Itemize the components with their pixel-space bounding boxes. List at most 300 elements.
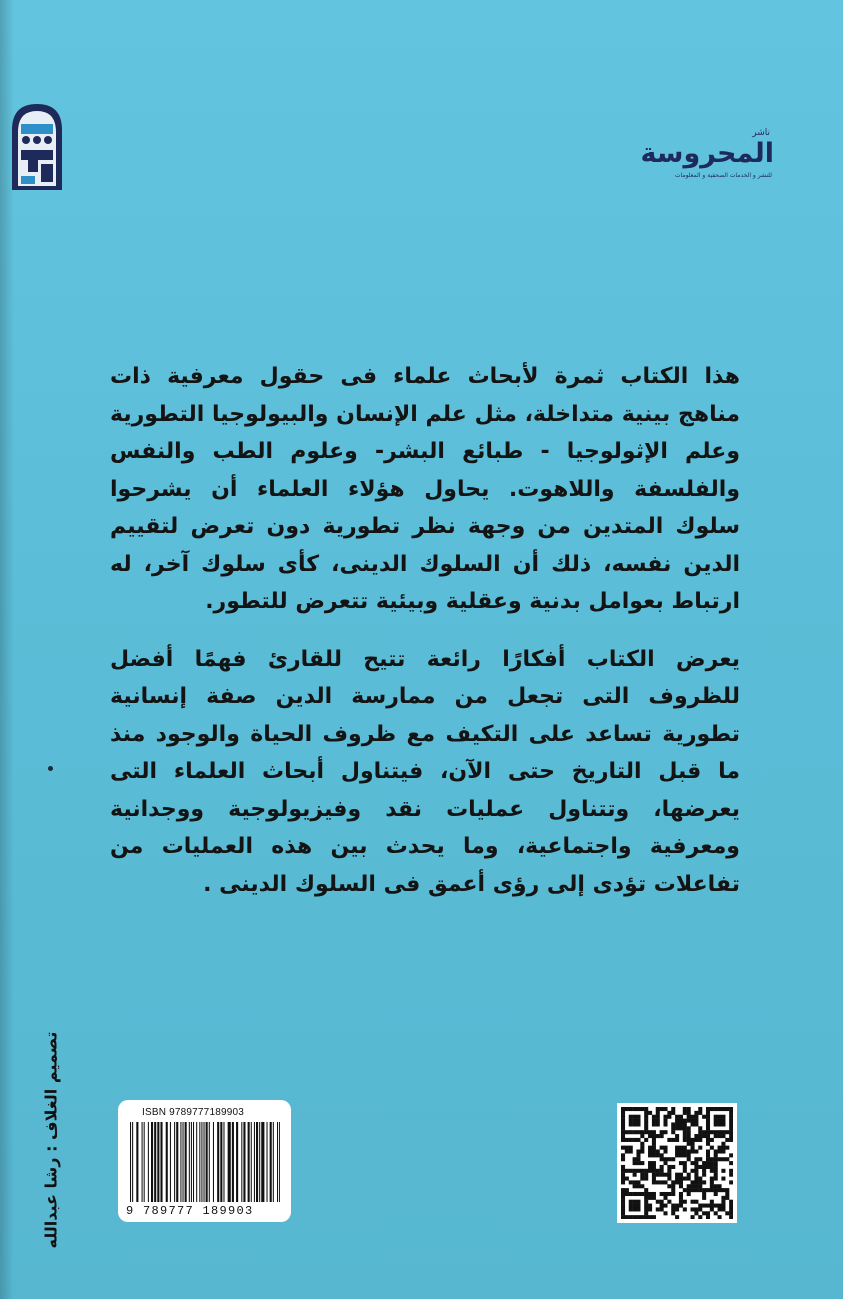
qr-module <box>656 1200 660 1204</box>
qr-module <box>675 1149 679 1153</box>
qr-module <box>671 1126 675 1130</box>
qr-module <box>694 1169 698 1173</box>
qr-module <box>671 1184 675 1188</box>
qr-module <box>729 1134 733 1138</box>
qr-module <box>660 1192 664 1196</box>
qr-module <box>675 1122 679 1126</box>
qr-module <box>663 1149 667 1153</box>
qr-module <box>633 1192 637 1196</box>
qr-module <box>683 1169 687 1173</box>
qr-module <box>721 1204 725 1208</box>
qr-module <box>629 1192 633 1196</box>
qr-module <box>714 1122 718 1126</box>
qr-module <box>640 1146 644 1150</box>
qr-module <box>629 1207 633 1211</box>
qr-module <box>721 1177 725 1181</box>
barcode-bar <box>243 1122 245 1202</box>
qr-module <box>644 1107 648 1111</box>
speck-dot <box>48 766 53 771</box>
qr-module <box>702 1211 706 1215</box>
qr-module <box>683 1111 687 1115</box>
qr-module <box>721 1107 725 1111</box>
qr-module <box>718 1122 722 1126</box>
qr-module <box>636 1157 640 1161</box>
qr-module <box>714 1134 718 1138</box>
barcode-bar <box>220 1122 222 1202</box>
qr-module <box>721 1119 725 1123</box>
qr-module <box>644 1111 648 1115</box>
qr-module <box>629 1204 633 1208</box>
qr-module <box>656 1115 660 1119</box>
qr-module <box>714 1149 718 1153</box>
barcode-bar <box>170 1122 171 1202</box>
qr-module <box>718 1107 722 1111</box>
series-logo-icon <box>8 100 66 192</box>
qr-module <box>687 1153 691 1157</box>
qr-module <box>718 1130 722 1134</box>
qr-module <box>725 1196 729 1200</box>
qr-module <box>694 1134 698 1138</box>
qr-module <box>718 1207 722 1211</box>
qr-module <box>687 1126 691 1130</box>
qr-module <box>625 1188 629 1192</box>
qr-module <box>621 1138 625 1142</box>
barcode-bar <box>136 1122 138 1202</box>
qr-module <box>636 1207 640 1211</box>
qr-module <box>663 1146 667 1150</box>
qr-module <box>621 1153 625 1157</box>
qr-module <box>648 1192 652 1196</box>
barcode-bar <box>174 1122 175 1202</box>
qr-module <box>683 1207 687 1211</box>
qr-module <box>679 1184 683 1188</box>
qr-module <box>652 1119 656 1123</box>
qr-module <box>702 1115 706 1119</box>
qr-module <box>675 1215 679 1219</box>
qr-module <box>694 1157 698 1161</box>
qr-module <box>729 1115 733 1119</box>
qr-module <box>675 1119 679 1123</box>
qr-module <box>702 1134 706 1138</box>
qr-module <box>721 1146 725 1150</box>
qr-module <box>633 1130 637 1134</box>
qr-module <box>660 1165 664 1169</box>
qr-module <box>644 1138 648 1142</box>
qr-module <box>679 1180 683 1184</box>
qr-module <box>636 1161 640 1165</box>
qr-module <box>698 1146 702 1150</box>
qr-module <box>710 1207 714 1211</box>
qr-module <box>667 1169 671 1173</box>
qr-module <box>702 1169 706 1173</box>
qr-module <box>687 1177 691 1181</box>
qr-module <box>663 1192 667 1196</box>
qr-module <box>621 1204 625 1208</box>
qr-module <box>698 1138 702 1142</box>
qr-module <box>679 1153 683 1157</box>
qr-module <box>636 1138 640 1142</box>
qr-module <box>718 1157 722 1161</box>
qr-module <box>621 1126 625 1130</box>
qr-module <box>652 1115 656 1119</box>
barcode-bar <box>166 1122 168 1202</box>
qr-module <box>694 1200 698 1204</box>
blurb <box>110 358 740 903</box>
qr-module <box>698 1126 702 1130</box>
qr-module <box>671 1107 675 1111</box>
qr-module <box>687 1157 691 1161</box>
qr-module <box>729 1215 733 1219</box>
qr-module <box>652 1153 656 1157</box>
qr-module <box>660 1169 664 1173</box>
qr-module <box>706 1149 710 1153</box>
qr-module <box>698 1215 702 1219</box>
qr-module <box>636 1119 640 1123</box>
qr-module <box>644 1177 648 1181</box>
cover-design-credit <box>35 1031 67 1249</box>
qr-module <box>636 1204 640 1208</box>
qr-module <box>636 1153 640 1157</box>
barcode-bar <box>142 1122 143 1202</box>
qr-module <box>721 1134 725 1138</box>
qr-module <box>621 1130 625 1134</box>
qr-module <box>663 1157 667 1161</box>
qr-module <box>706 1130 710 1134</box>
qr-module <box>683 1122 687 1126</box>
qr-module <box>663 1161 667 1165</box>
qr-module <box>671 1111 675 1115</box>
qr-module <box>633 1207 637 1211</box>
qr-module <box>675 1138 679 1142</box>
qr-module <box>694 1122 698 1126</box>
qr-module <box>721 1200 725 1204</box>
qr-module <box>667 1192 671 1196</box>
qr-module <box>729 1111 733 1115</box>
qr-module <box>652 1215 656 1219</box>
qr-module <box>636 1200 640 1204</box>
qr-module <box>714 1177 718 1181</box>
qr-module <box>714 1211 718 1215</box>
qr-module <box>663 1180 667 1184</box>
qr-module <box>691 1119 695 1123</box>
barcode-bar <box>160 1122 162 1202</box>
qr-module <box>656 1180 660 1184</box>
qr-module <box>679 1192 683 1196</box>
qr-module <box>621 1192 625 1196</box>
qr-module <box>652 1146 656 1150</box>
qr-module <box>679 1149 683 1153</box>
barcode-bar <box>185 1122 187 1202</box>
qr-module <box>644 1126 648 1130</box>
qr-module <box>663 1173 667 1177</box>
qr-module <box>621 1157 625 1161</box>
qr-module <box>683 1200 687 1204</box>
qr-module <box>721 1207 725 1211</box>
qr-module <box>694 1138 698 1142</box>
qr-module <box>625 1149 629 1153</box>
qr-module <box>652 1142 656 1146</box>
qr-module <box>652 1192 656 1196</box>
qr-module <box>710 1130 714 1134</box>
barcode-bar <box>201 1122 202 1202</box>
qr-module <box>729 1180 733 1184</box>
qr-module <box>729 1204 733 1208</box>
qr-module <box>725 1211 729 1215</box>
qr-module <box>721 1196 725 1200</box>
qr-module <box>667 1138 671 1142</box>
qr-module <box>621 1165 625 1169</box>
qr-module <box>640 1169 644 1173</box>
qr-module <box>718 1134 722 1138</box>
barcode-bar <box>144 1122 145 1202</box>
qr-module <box>702 1165 706 1169</box>
barcode-bar <box>277 1122 278 1202</box>
qr-module <box>633 1215 637 1219</box>
qr-module <box>706 1142 710 1146</box>
blurb-paragraph-1: هذا الكتاب ثمرة لأبحاث علماء فى حقول معرفية ذات مناهج بينية متداخلة، مثل علم الإنسان والبيولوجيا التطورية وعلم الإثولوجيا - طبائع البشر- وعلوم الطب والنفس والفلسفة واللاهوت. يحاول هؤلاء العلماء أن يشرحوا سلوك المتدين من وجهة نظر تطورية دون تعرض لتقييم الدين نفسه، ذلك أن السلوك الدينى، كأى سلوك آخر، له ارتباط بعوامل بدنية وعقلية وبيئية تتعرض للتطور. <box>110 364 740 614</box>
qr-module <box>706 1122 710 1126</box>
qr-module <box>667 1173 671 1177</box>
qr-module <box>629 1149 633 1153</box>
qr-module <box>656 1119 660 1123</box>
qr-module <box>663 1107 667 1111</box>
qr-module <box>621 1188 625 1192</box>
qr-module <box>714 1119 718 1123</box>
qr-module <box>644 1119 648 1123</box>
qr-module <box>656 1173 660 1177</box>
qr-module <box>652 1138 656 1142</box>
qr-module <box>633 1204 637 1208</box>
qr-module <box>671 1192 675 1196</box>
qr-module <box>671 1122 675 1126</box>
publisher-small-label: ناشر <box>752 128 770 138</box>
qr-module <box>648 1169 652 1173</box>
qr-module <box>691 1169 695 1173</box>
qr-module <box>625 1107 629 1111</box>
qr-module <box>702 1130 706 1134</box>
qr-module <box>671 1211 675 1215</box>
qr-module <box>625 1177 629 1181</box>
barcode-bar <box>154 1122 156 1202</box>
qr-module <box>710 1165 714 1169</box>
qr-module <box>698 1180 702 1184</box>
qr-module <box>706 1161 710 1165</box>
qr-module <box>725 1130 729 1134</box>
qr-module <box>725 1157 729 1161</box>
qr-module <box>644 1130 648 1134</box>
qr-module <box>640 1149 644 1153</box>
qr-module <box>663 1211 667 1215</box>
qr-module <box>640 1130 644 1134</box>
qr-module <box>644 1215 648 1219</box>
barcode-bar <box>151 1122 153 1202</box>
qr-module <box>671 1207 675 1211</box>
qr-module <box>629 1146 633 1150</box>
qr-module <box>636 1149 640 1153</box>
qr-module <box>625 1138 629 1142</box>
qr-module <box>698 1111 702 1115</box>
qr-module <box>636 1180 640 1184</box>
qr-module <box>706 1119 710 1123</box>
qr-module <box>706 1115 710 1119</box>
qr-module <box>687 1115 691 1119</box>
qr-module <box>691 1200 695 1204</box>
qr-module <box>640 1142 644 1146</box>
qr-module <box>633 1122 637 1126</box>
qr-module <box>621 1207 625 1211</box>
qr-module <box>687 1149 691 1153</box>
qr-module <box>698 1207 702 1211</box>
qr-module <box>652 1169 656 1173</box>
qr-module <box>652 1161 656 1165</box>
qr-module <box>679 1161 683 1165</box>
qr-module <box>694 1180 698 1184</box>
barcode-bar <box>261 1122 264 1202</box>
qr-module <box>660 1130 664 1134</box>
qr-module <box>721 1169 725 1173</box>
qr-module <box>621 1196 625 1200</box>
qr-module <box>710 1200 714 1204</box>
qr-module <box>718 1146 722 1150</box>
qr-module <box>683 1188 687 1192</box>
qr-module <box>629 1107 633 1111</box>
qr-module <box>644 1173 648 1177</box>
qr-module <box>698 1177 702 1181</box>
qr-module <box>667 1157 671 1161</box>
qr-module <box>621 1119 625 1123</box>
qr-module <box>729 1122 733 1126</box>
qr-module <box>629 1130 633 1134</box>
qr-module <box>698 1204 702 1208</box>
qr-module <box>636 1192 640 1196</box>
barcode-bar <box>223 1122 224 1202</box>
qr-module <box>710 1184 714 1188</box>
qr-module <box>660 1204 664 1208</box>
qr-module <box>629 1215 633 1219</box>
qr-module <box>706 1153 710 1157</box>
qr-module <box>671 1188 675 1192</box>
barcode-bar <box>199 1122 200 1202</box>
qr-module <box>644 1115 648 1119</box>
barcode-bar <box>206 1122 208 1202</box>
barcode-bar <box>236 1122 238 1202</box>
qr-module <box>729 1161 733 1165</box>
qr-module <box>663 1115 667 1119</box>
qr-module <box>706 1138 710 1142</box>
qr-module <box>648 1204 652 1208</box>
barcode-bar <box>196 1122 197 1202</box>
qr-module <box>671 1204 675 1208</box>
qr-module <box>691 1115 695 1119</box>
qr-module <box>702 1188 706 1192</box>
qr-module <box>714 1161 718 1165</box>
qr-module <box>648 1146 652 1150</box>
qr-module <box>660 1146 664 1150</box>
qr-module <box>718 1204 722 1208</box>
qr-module <box>714 1204 718 1208</box>
qr-module <box>691 1142 695 1146</box>
qr-module <box>710 1180 714 1184</box>
qr-module <box>621 1122 625 1126</box>
qr-module <box>691 1149 695 1153</box>
qr-module <box>656 1111 660 1115</box>
qr-module <box>721 1122 725 1126</box>
qr-module <box>714 1107 718 1111</box>
qr-module <box>729 1153 733 1157</box>
qr-module <box>691 1184 695 1188</box>
qr-module <box>660 1173 664 1177</box>
qr-module <box>706 1126 710 1130</box>
qr-module <box>683 1126 687 1130</box>
qr-module <box>656 1107 660 1111</box>
qr-code-pattern <box>621 1107 733 1219</box>
qr-module <box>671 1138 675 1142</box>
barcode-bar <box>180 1122 181 1202</box>
qr-module <box>660 1157 664 1161</box>
qr-module <box>702 1180 706 1184</box>
qr-module <box>652 1149 656 1153</box>
qr-module <box>675 1134 679 1138</box>
spine-shadow <box>0 0 14 1299</box>
barcode-bar <box>232 1122 234 1202</box>
qr-module <box>714 1157 718 1161</box>
qr-module <box>633 1138 637 1142</box>
qr-module <box>694 1207 698 1211</box>
barcode-bar <box>176 1122 178 1202</box>
qr-module <box>714 1188 718 1192</box>
barcode-bar <box>279 1122 280 1202</box>
qr-module <box>679 1204 683 1208</box>
publisher-name: المحروسة <box>640 138 774 169</box>
qr-module <box>640 1177 644 1181</box>
qr-module <box>633 1107 637 1111</box>
qr-module <box>648 1165 652 1169</box>
qr-module <box>671 1130 675 1134</box>
barcode-bar <box>251 1122 252 1202</box>
qr-module <box>694 1111 698 1115</box>
qr-module <box>714 1130 718 1134</box>
barcode-bar <box>213 1122 214 1202</box>
qr-module <box>698 1130 702 1134</box>
qr-module <box>725 1146 729 1150</box>
qr-module <box>675 1207 679 1211</box>
qr-module <box>656 1134 660 1138</box>
qr-module <box>648 1161 652 1165</box>
qr-module <box>644 1200 648 1204</box>
qr-module <box>691 1138 695 1142</box>
qr-module <box>652 1122 656 1126</box>
qr-module <box>706 1157 710 1161</box>
qr-module <box>725 1138 729 1142</box>
qr-module <box>718 1188 722 1192</box>
qr-module <box>633 1161 637 1165</box>
qr-module <box>702 1161 706 1165</box>
qr-module <box>683 1177 687 1181</box>
qr-module <box>694 1149 698 1153</box>
qr-module <box>710 1177 714 1181</box>
qr-module <box>679 1115 683 1119</box>
qr-module <box>625 1146 629 1150</box>
qr-module <box>683 1134 687 1138</box>
qr-module <box>694 1211 698 1215</box>
barcode-bar <box>273 1122 274 1202</box>
qr-module <box>675 1126 679 1130</box>
qr-module <box>652 1173 656 1177</box>
isbn-digits: 9 789777 189903 <box>126 1204 254 1218</box>
qr-module <box>721 1188 725 1192</box>
qr-module <box>714 1173 718 1177</box>
barcode-bar <box>130 1122 131 1202</box>
